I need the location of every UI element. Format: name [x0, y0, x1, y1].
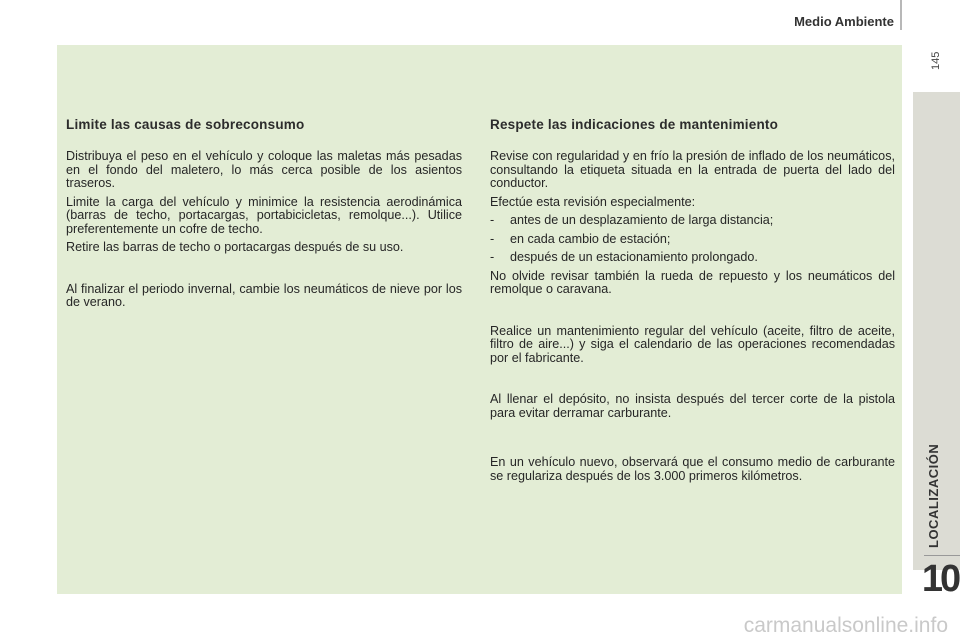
list-item [490, 251, 895, 265]
left-column [66, 117, 462, 315]
list-item-text: antes de un desplazamiento de larga distancia; [510, 213, 774, 227]
right-paragraph: No olvide revisar también la rueda de repuesto y los neumáticos del remolque o caravana. [490, 268, 895, 296]
list-item-text: después de un estacionamiento prolongado. [510, 250, 758, 264]
left-paragraph: Retire las barras de techo o portacargas después de su uso. [66, 240, 404, 254]
header-divider [900, 0, 902, 30]
right-paragraph: Al llenar el depósito, no insista después del tercer corte de la pistola para evitar derramar carburante. [490, 392, 895, 420]
chapter-number: 10 [921, 558, 959, 600]
right-intro: Revise con regularidad y en frío la presión de inflado de los neumáticos, consultando la etiqueta situada en la entrada de puerta del lado del conductor. [490, 149, 895, 190]
list-item [490, 233, 895, 247]
left-paragraph: Al finalizar el periodo invernal, cambie los neumáticos de nieve por los de verano. [66, 281, 462, 309]
right-heading: Respete las indicaciones de mantenimiento [490, 117, 779, 132]
right-list-intro: Efectúe esta revisión especialmente: [490, 194, 696, 209]
content-panel [57, 45, 902, 594]
list-item [490, 214, 895, 228]
chapter-divider [924, 555, 960, 556]
list-item-text: en cada cambio de estación; [510, 231, 671, 246]
section-title: Medio Ambiente [794, 14, 894, 29]
watermark: carmanualsonline.info [743, 614, 948, 637]
bullet-marker: - [490, 231, 495, 246]
left-heading: Limite las causas de sobreconsumo [66, 117, 305, 132]
left-paragraph: Limite la carga del vehículo y minimice la resistencia aerodinámica (barras de techo, portacargas, portabicicletas, remolque...). Utilice preferentemente un cofre de techo. [66, 194, 462, 236]
right-paragraph: En un vehículo nuevo, observará que el consumo medio de carburante se regulariza después de los 3.000 primeros kilómetros. [490, 455, 895, 483]
bullet-marker: - [490, 250, 495, 264]
right-paragraph: Realice un mantenimiento regular del vehículo (aceite, filtro de aceite, filtro de aire...) y siga el calendario de las operaciones recomendadas por el fabricante. [490, 323, 895, 365]
page-number: 145 [930, 51, 942, 70]
left-paragraph: Distribuya el peso en el vehículo y coloque las maletas más pesadas en el fondo del maletero, lo más cerca posible de los asientos traseros. [66, 149, 462, 190]
right-column [490, 117, 895, 488]
bullet-marker: - [490, 213, 495, 227]
chapter-label: LOCALIZACIÓN [926, 443, 941, 548]
